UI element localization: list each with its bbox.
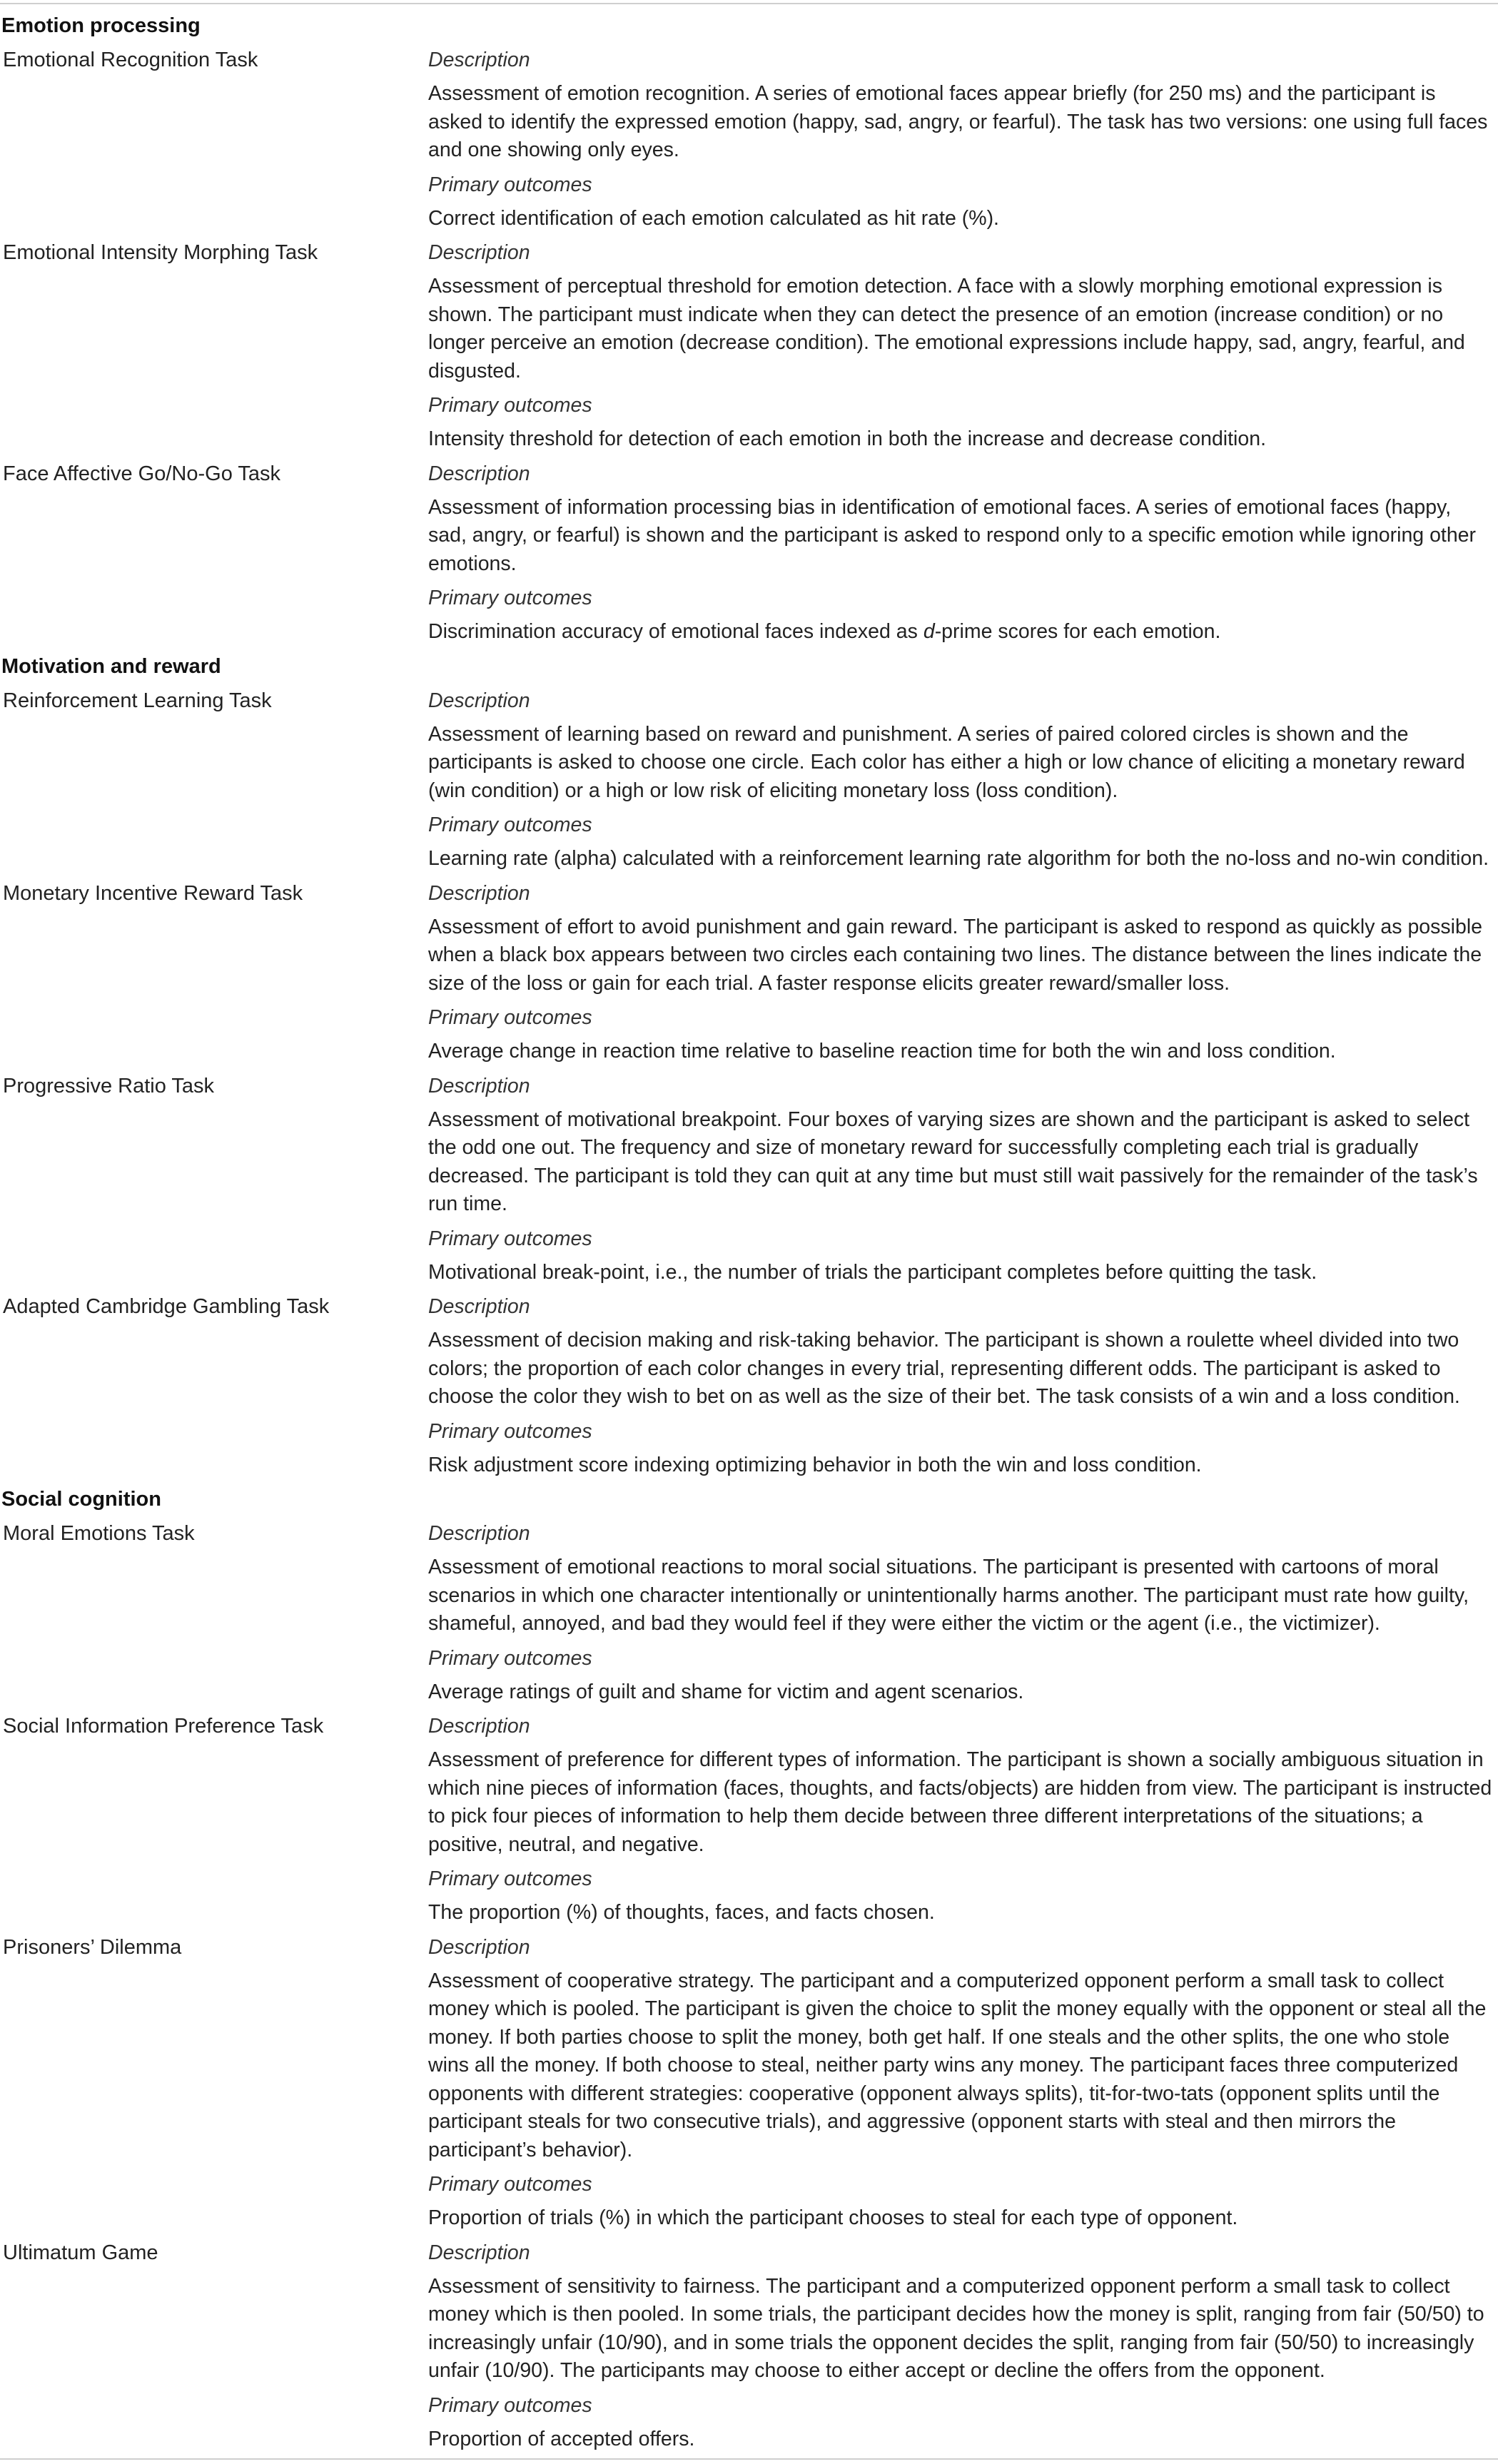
primary-outcomes-text: Correct identification of each emotion calculated as hit rate (%). [428, 206, 999, 230]
primary-outcomes-label: Primary outcomes [428, 1867, 592, 1890]
task-details [428, 1516, 1498, 1709]
primary-outcomes-label: Primary outcomes [428, 587, 592, 609]
description-text: Assessment of perceptual threshold for emotion detection. A face with a slowly morphing emotional expression is shown. The participant must indicate when they can detect the presence of an emotion (increase condition) or no longer perceive an emotion (decrease condition). The emotional expressions include happy, sad, angry, fearful, and disgusted. [428, 275, 1465, 382]
primary-outcomes-text: Average change in reaction time relative to baseline reaction time for both the win and loss condition. [428, 1040, 1336, 1063]
primary-outcomes-label: Primary outcomes [428, 813, 592, 836]
task-name: Progressive Ratio Task [3, 1074, 215, 1097]
task-name: Prisoners’ Dilemma [3, 1935, 182, 1959]
task-details [428, 1069, 1498, 1290]
task-row [0, 876, 1498, 1069]
primary-outcomes-text: Learning rate (alpha) calculated with a reinforcement learning rate algorithm for both the no-loss and no-win condition. [428, 847, 1489, 870]
task-name: Reinforcement Learning Task [3, 689, 272, 712]
task-details [428, 457, 1498, 649]
primary-outcomes-text: Intensity threshold for detection of each emotion in both the increase and decrease condition. [428, 427, 1266, 450]
task-name: Adapted Cambridge Gambling Task [3, 1295, 330, 1318]
section-title: Social cognition [1, 1488, 161, 1511]
task-row [0, 1069, 1498, 1290]
primary-outcomes-label: Primary outcomes [428, 2173, 592, 2196]
primary-outcomes-text: Risk adjustment score indexing optimizing behavior in both the win and loss condition. [428, 1453, 1202, 1476]
task-name: Face Affective Go/No-Go Task [3, 462, 280, 485]
task-row [0, 2236, 1498, 2457]
task-details [428, 1709, 1498, 1930]
description-text: Assessment of decision making and risk-taking behavior. The participant is shown a roulette wheel divided into two colors; the proportion of each color changes in every trial, representing different odds. The participant is asked to choose the color they wish to bet on as well as the size of their bet. The task consists of a win and a loss condition. [428, 1329, 1460, 1408]
description-label: Description [428, 1522, 530, 1545]
task-name: Monetary Incentive Reward Task [3, 881, 303, 905]
primary-outcomes-label: Primary outcomes [428, 1006, 592, 1029]
task-details [428, 1289, 1498, 1482]
primary-outcomes-label: Primary outcomes [428, 2393, 592, 2417]
task-name: Emotional Recognition Task [3, 49, 258, 71]
section-header [0, 1482, 1498, 1516]
task-details [428, 235, 1498, 457]
primary-outcomes-text [428, 615, 1492, 649]
task-row [0, 1709, 1498, 1930]
description-label: Description [428, 1715, 530, 1738]
description-label: Description [428, 462, 530, 485]
description-text: Assessment of learning based on reward and punishment. A series of paired colored circles is shown and the participants is asked to choose one circle. Each color has either a high or low chance of eliciting a monetary reward (win condition) or a high or low risk of eliciting monetary loss (loss condition). [428, 722, 1465, 802]
description-text: Assessment of sensitivity to fairness. The participant and a computerized opponent perform a small task to collect money which is then pooled. In some trials, the participant decides how the money is split, ranging from fair (50/50) to increasingly unfair (10/90), and in some trials the opponent decides the split, ranging from fair (50/50) to increasingly unfair (10/90). The participants may choose to either accept or decline the offers from the opponent. [428, 2274, 1484, 2382]
primary-outcomes-label: Primary outcomes [428, 1227, 592, 1250]
task-details [428, 2236, 1498, 2457]
description-label: Description [428, 1935, 530, 1959]
primary-outcomes-text: Proportion of accepted offers. [428, 2427, 695, 2450]
primary-outcomes-text: The proportion (%) of thoughts, faces, and facts chosen. [428, 1901, 935, 1924]
task-details [428, 43, 1498, 235]
task-row [0, 43, 1498, 235]
top-rule [0, 3, 1498, 4]
description-text: Assessment of emotion recognition. A series of emotional faces appear briefly (for 250 ms) and the participant is asked to identify the expressed emotion (happy, sad, angry, or fearful). The task has two versions: one using full faces and one showing only eyes. [428, 82, 1488, 161]
task-details [428, 876, 1498, 1069]
task-row [0, 1289, 1498, 1482]
primary-outcomes-text: Average ratings of guilt and shame for victim and agent scenarios. [428, 1680, 1024, 1703]
outcomes-text-part: -prime scores for each emotion. [934, 620, 1221, 643]
section-header [0, 649, 1498, 684]
description-label: Description [428, 881, 530, 905]
description-label: Description [428, 49, 530, 71]
section-header [0, 9, 1498, 43]
outcomes-italic-term: d [923, 620, 935, 643]
primary-outcomes-label: Primary outcomes [428, 173, 592, 196]
description-text: Assessment of cooperative strategy. The participant and a computerized opponent perform a small task to collect money which is pooled. The participant is given the choice to split the money equally with the opponent or steal all the money. If both parties choose to split the money, both get half. If one steals and the other splits, the one who stole wins all the money. If both choose to steal, neither party wins any money. The participant faces three computerized opponents with different strategies: cooperative (opponent always splits), tit-for-two-tats (opponent splits until the participant steals for two consecutive trials), and aggressive (opponent starts with steal and then mirrors the participant’s behavior). [428, 1969, 1487, 2161]
task-table [0, 9, 1498, 2456]
description-text: Assessment of motivational breakpoint. Four boxes of varying sizes are shown and the participant is asked to select the odd one out. The frequency and size of monetary reward for successfully completing each trial is gradually decreased. The participant is told they can quit at any time but must still wait passively for the remainder of the task’s run time. [428, 1107, 1478, 1215]
task-row [0, 1516, 1498, 1709]
description-label: Description [428, 689, 530, 712]
task-row [0, 684, 1498, 876]
task-row [0, 1930, 1498, 2236]
section-title: Motivation and reward [1, 654, 221, 678]
task-details [428, 1930, 1498, 2236]
description-label: Description [428, 241, 530, 264]
primary-outcomes-label: Primary outcomes [428, 1419, 592, 1443]
description-text: Assessment of information processing bias in identification of emotional faces. A series of emotional faces (happy, sad, angry, or fearful) is shown and the participant is asked to respond only to a specific emotion while ignoring other emotions. [428, 495, 1477, 575]
primary-outcomes-label: Primary outcomes [428, 394, 592, 417]
task-name: Moral Emotions Task [3, 1522, 195, 1545]
primary-outcomes-label: Primary outcomes [428, 1646, 592, 1670]
outcomes-text-part: Discrimination accuracy of emotional faces indexed as [428, 620, 923, 643]
description-text: Assessment of effort to avoid punishment and gain reward. The participant is asked to respond as quickly as possible when a black box appears between two circles each containing two lines. The distance between the lines indicate the size of the loss or gain for each trial. A faster response elicits greater reward/smaller loss. [428, 915, 1483, 995]
primary-outcomes-text: Proportion of trials (%) in which the participant chooses to steal for each type of opponent. [428, 2206, 1238, 2229]
task-name: Emotional Intensity Morphing Task [3, 241, 318, 264]
description-text: Assessment of preference for different types of information. The participant is shown a socially ambiguous situation in which nine pieces of information (faces, thoughts, and facts/objects) are hidden from view. The participant is instructed to pick four pieces of information to help them decide between three different interpretations of the situations; a positive, neutral, and negative. [428, 1748, 1492, 1856]
bottom-rule [0, 2458, 1498, 2460]
primary-outcomes-text: Motivational break-point, i.e., the number of trials the participant completes before quitting the task. [428, 1260, 1317, 1284]
task-details [428, 684, 1498, 876]
description-label: Description [428, 1074, 530, 1097]
task-row [0, 457, 1498, 649]
task-row [0, 235, 1498, 457]
description-label: Description [428, 2241, 530, 2264]
description-text: Assessment of emotional reactions to moral social situations. The participant is presented with cartoons of moral scenarios in which one character intentionally or unintentionally harms another. The participant must rate how guilty, shameful, annoyed, and bad they would feel if they were either the victim or the agent (i.e., the victimizer). [428, 1556, 1469, 1635]
task-name: Social Information Preference Task [3, 1715, 324, 1738]
description-label: Description [428, 1295, 530, 1318]
task-name: Ultimatum Game [3, 2241, 158, 2264]
section-title: Emotion processing [1, 14, 201, 37]
